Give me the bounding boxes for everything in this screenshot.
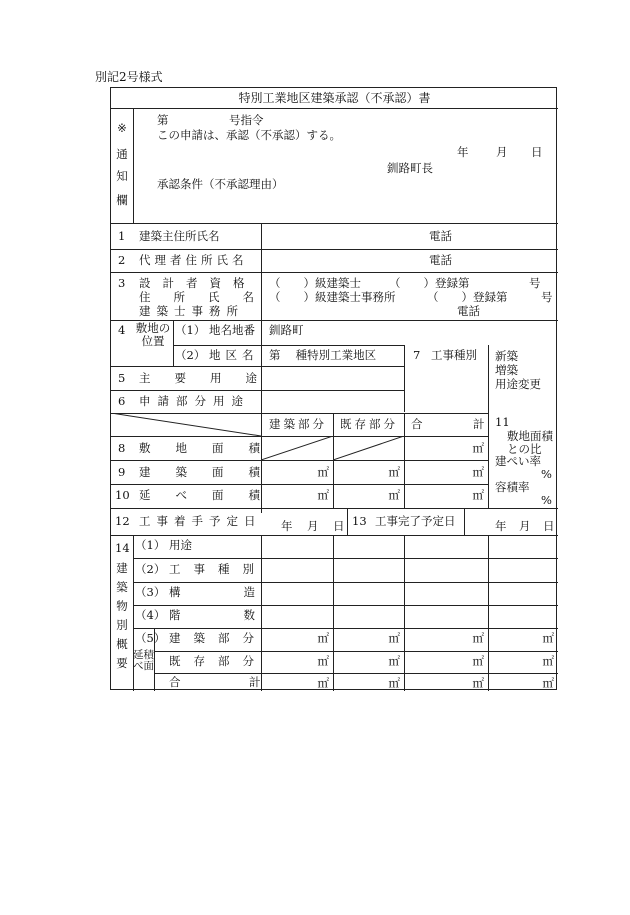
rule — [111, 460, 488, 461]
site-ratio-label: との比 — [507, 442, 542, 456]
rule — [111, 249, 558, 250]
agent-label: 代理者住所氏名 — [139, 253, 248, 267]
existing-part-label: 既存部分 — [169, 654, 267, 668]
rule — [133, 605, 558, 606]
designer-label-3: 建築士事務所 — [139, 304, 244, 318]
rule — [111, 272, 558, 273]
row-number: 6 — [118, 394, 126, 408]
unit: ㎡ — [388, 631, 400, 645]
architect-grade: （ ）級建築士 — [269, 276, 361, 290]
rule — [488, 345, 489, 508]
unit: ㎡ — [472, 488, 484, 502]
unit: ㎡ — [388, 654, 400, 668]
rule — [111, 366, 404, 367]
row-number: 13 — [352, 514, 367, 528]
sub-number: （2） — [135, 562, 166, 576]
total-label-2: 計 — [249, 675, 261, 689]
unit: ㎡ — [472, 654, 484, 668]
rule — [111, 508, 558, 509]
floor-area-ratio-label: 容積率 — [495, 480, 530, 494]
building-summary-char: 概 — [116, 637, 128, 651]
application-use-label: 申請部分用途 — [139, 394, 250, 408]
col-building-part: 建築部分 — [269, 417, 327, 431]
unit: ㎡ — [542, 676, 554, 690]
total-floor-area-label: 延べ面積 — [139, 488, 285, 502]
building-summary-char: 物 — [116, 599, 128, 613]
office-number-suffix: 号 — [541, 290, 553, 304]
row-number: 7 — [413, 348, 421, 362]
row-number: 12 — [115, 514, 130, 528]
row-number: 14 — [115, 541, 130, 555]
start-date-month: 月 — [307, 519, 319, 533]
lot-number-value: 釧路町 — [269, 323, 304, 337]
construction-type-label: 工事種別 — [431, 348, 477, 362]
row-number: 8 — [118, 441, 126, 455]
rule — [133, 628, 558, 629]
unit: ㎡ — [472, 631, 484, 645]
rule — [154, 673, 558, 674]
diagonal-line — [333, 436, 404, 460]
building-summary-char: 築 — [116, 580, 128, 594]
rule — [404, 345, 405, 412]
designer-label-2: 住所氏名 — [139, 290, 277, 304]
office-registration: （ ）登録第 — [427, 290, 508, 304]
date-month: 月 — [496, 145, 508, 159]
percent-sign: % — [541, 467, 552, 481]
unit: ㎡ — [388, 465, 400, 479]
row-number: 2 — [118, 253, 126, 267]
owner-phone: 電話 — [429, 229, 452, 243]
rule — [133, 582, 558, 583]
row-number: 1 — [118, 229, 126, 243]
rule — [111, 484, 488, 485]
rule — [133, 108, 134, 223]
construction-type-option: 新築 — [495, 349, 518, 363]
use-label: 用途 — [169, 538, 192, 552]
col-total-1: 合 — [411, 417, 423, 431]
date-day: 日 — [531, 145, 543, 159]
rule — [111, 535, 558, 536]
notice-label-char: 欄 — [116, 193, 128, 207]
floor-area-group-label: 延積べ面 — [133, 649, 154, 673]
form-number: 別記2号様式 — [95, 70, 163, 84]
row-number: 4 — [118, 323, 126, 337]
unit: ㎡ — [472, 441, 484, 455]
rule — [111, 320, 558, 321]
unit: ㎡ — [317, 676, 329, 690]
floors-label: 階数 — [169, 608, 318, 622]
lot-number-label: 地名地番 — [209, 323, 255, 337]
sub-number: （1） — [135, 538, 166, 552]
construction-kind-label: 工事種別 — [169, 562, 267, 576]
total-label-1: 合 — [169, 675, 181, 689]
notice-label-char: 知 — [116, 169, 128, 183]
rule — [173, 345, 404, 346]
date-year: 年 — [457, 145, 469, 159]
unit: ㎡ — [317, 654, 329, 668]
unit: ㎡ — [388, 676, 400, 690]
diagonal-line — [111, 413, 261, 436]
owner-label: 建築主住所氏名 — [139, 229, 220, 243]
start-date-label: 工事着手予定日 — [139, 514, 262, 528]
sub-number: （3） — [135, 585, 166, 599]
end-date-month: 月 — [519, 519, 531, 533]
notice-label-char: 通 — [116, 147, 128, 161]
form-title: 特別工業地区建築承認（不承認）書 — [238, 91, 431, 105]
designation-suffix: 号指令 — [229, 113, 264, 127]
sub-number: （2） — [175, 348, 206, 362]
row-number: 3 — [118, 276, 126, 290]
rule — [347, 508, 348, 535]
construction-type-option: 用途変更 — [495, 377, 541, 391]
district-name-value: 第 種特別工業地区 — [269, 348, 377, 362]
approval-conditions: 承認条件（不承認理由） — [157, 177, 284, 191]
approval-text: この申請は、承認（不承認）する。 — [157, 128, 341, 142]
mayor-name: 釧路町長 — [387, 161, 433, 175]
unit: ㎡ — [317, 488, 329, 502]
notice-mark: ※ — [117, 121, 127, 135]
start-date-day: 日 — [333, 519, 345, 533]
row-number: 10 — [115, 488, 130, 502]
designer-phone: 電話 — [457, 304, 480, 318]
row-number: 9 — [118, 465, 126, 479]
building-summary-char: 要 — [116, 656, 128, 670]
site-location-label: 敷地の位置 — [135, 321, 171, 349]
row-number: 11 — [495, 415, 510, 429]
end-date-day: 日 — [543, 519, 555, 533]
unit: ㎡ — [542, 631, 554, 645]
rule — [111, 108, 558, 109]
office-grade: （ ）級建築士事務所 — [269, 290, 396, 304]
building-part-label: 建築部分 — [169, 631, 267, 645]
designation-prefix: 第 — [157, 113, 169, 127]
structure-label: 構造 — [169, 585, 318, 599]
site-ratio-label: 敷地面積 — [507, 429, 553, 443]
rule — [154, 651, 558, 652]
district-name-label: 地区名 — [209, 348, 259, 362]
end-date-year: 年 — [495, 519, 507, 533]
rule — [133, 558, 558, 559]
rule — [111, 223, 558, 224]
rule — [464, 508, 465, 535]
unit: ㎡ — [472, 465, 484, 479]
col-existing-part: 既存部分 — [340, 417, 398, 431]
percent-sign: % — [541, 493, 552, 507]
approval-form — [110, 87, 557, 690]
unit: ㎡ — [542, 654, 554, 668]
building-summary-char: 建 — [116, 561, 128, 575]
main-use-label: 主要用途 — [139, 371, 281, 385]
sub-number: （4） — [135, 608, 166, 622]
building-area-label: 建築面積 — [139, 465, 285, 479]
col-total-2: 計 — [473, 417, 485, 431]
designer-label-1: 設計者資格 — [139, 276, 257, 290]
architect-registration: （ ）登録第 — [389, 276, 470, 290]
agent-phone: 電話 — [429, 253, 452, 267]
sub-number: （5） — [135, 631, 166, 645]
construction-type-option: 増築 — [495, 363, 518, 377]
rule — [173, 320, 174, 366]
sub-number: （1） — [175, 323, 206, 337]
rule — [111, 390, 404, 391]
row-number: 5 — [118, 371, 126, 385]
unit: ㎡ — [317, 631, 329, 645]
start-date-year: 年 — [281, 519, 293, 533]
building-summary-char: 別 — [116, 618, 128, 632]
architect-number-suffix: 号 — [529, 276, 541, 290]
site-area-label: 敷地面積 — [139, 441, 285, 455]
unit: ㎡ — [388, 488, 400, 502]
end-date-label: 工事完了予定日 — [375, 514, 456, 528]
building-coverage-label: 建ぺい率 — [495, 454, 541, 468]
unit: ㎡ — [317, 465, 329, 479]
unit: ㎡ — [472, 676, 484, 690]
